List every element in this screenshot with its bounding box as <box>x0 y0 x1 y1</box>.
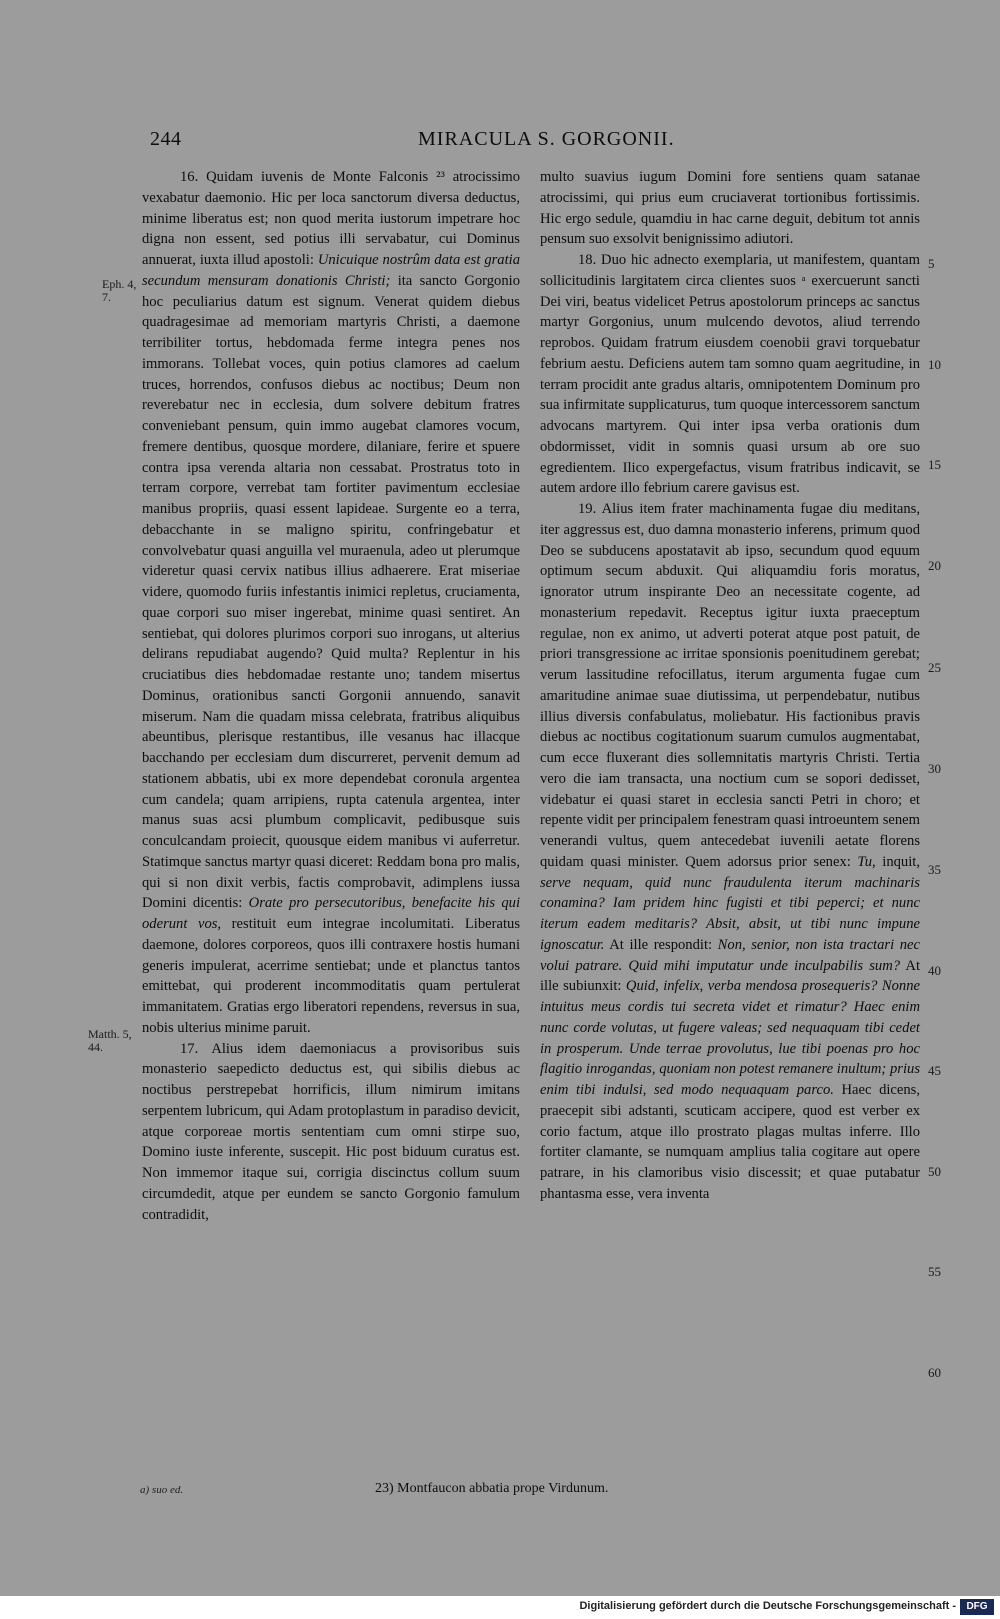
line-number: 20 <box>928 558 941 573</box>
paragraph-18: 18. Duo hic adnecto exemplaria, ut manifestem, quantam sollicitudinis largitatem circa clientes suos ᵃ exercuerunt sancti Dei viri, beatus videlicet Petrus apostolorum princeps ac sanctus martyr Gorgonius, unum mulcendo devotos, aliud terrendo reprobos. Quidam fratrum eiusdem coenobii gravi torquebatur febrium aestu. Deficiens autem tam somno quam aegritudine, in terram procidit ante gradus altaris, omnipotentem Dominum pro sua infirmitate supplicaturus, tum quoque intercessorem sanctum advocans martyrem. Qui inter ipsa verba orationis dum obdormisset, vidit in somnis quasi ursum ab ore suo egredientem. Ilico expergefactus, visum fratribus indicavit, se autem ardore illo febrium carere gavisus est. <box>540 252 920 497</box>
paragraph-19-text: At ille respondit: <box>604 936 718 953</box>
dfg-credit-text: Digitalisierung gefördert durch die Deutsche Forschungsgemeinschaft - <box>579 1600 956 1612</box>
paragraph-19-text: 19. Alius item frater machinamenta fugae diu meditans, iter aggressus est, duo damna monasterio inferens, primum quod Deo se subducens apostatavit ab ipso, secundum quod equum optimum secum abduxit. Qui aliquamdiu foris moratus, ignorator utrum inspirante Deo an necessitate cogente, ad monasterium repedavit. Receptus igitur iuxta praeceptum regulae, non ex animo, ut adverti poterat atque post patuit, de priori transgressione ac irritae sponsionis poenitudinem gerebat; verum lassitudine refocillatus, iterum argumenta fugae cum amaritudine animae suae diutissima, ut perpendebatur, nutibus illius diversis confabulatus, moliebatur. His factionibus pravis diebus ac noctibus cogitationum suarum cumulos augmentabat, cum ecce fluxerant dies sollemnitatis martyris Christi. Tertia vero die iam transacta, una noctium cum se sopori dedisset, videbatur ei quasi staret in ecclesia sancti Petri in choro; et repente vidit per principalem fenestram quasi introeuntem senem venerandi vultus, quem antecedebat iuvenili aetate florens quidam quasi minister. Quem adorsus prior senex: <box>540 501 920 870</box>
line-number: 60 <box>928 1365 941 1380</box>
right-column <box>540 167 920 1205</box>
line-number: 10 <box>928 357 941 372</box>
paragraph-16-italic-quote: Unicuique nostrûm data est gratia secundum mensuram donationis Christi; <box>142 252 520 289</box>
paragraph-19-italic-quote: Non, senior, non ista tractari nec volui patrare. Quid mihi imputatur unde inculpabilis sum? <box>540 936 920 974</box>
left-column <box>142 167 520 1225</box>
line-number: 30 <box>928 761 941 776</box>
page-header <box>150 128 770 158</box>
margin-reference-matthew: Matth. 5, 44. <box>88 1027 132 1054</box>
paragraph-19-italic-quote: Tu, <box>857 853 876 870</box>
footnote-23: 23) Montfaucon abbatia prope Virdunum. <box>375 1481 609 1496</box>
paragraph-17: 17. Alius idem daemoniacus a provisoribus suis monasterio saepedicto deductus est, qui sibilis diebus ac noctibus perstrepebat horrificis, illum nimirum imitans serpentem lubricum, qui Adam protoplastum in paradiso devicit, atque corporeae mortis sententiam cum omni stirpe suo, Domino iuste inferente, suscepit. Hic post biduum curatus est. Non immemor itaque sui, corrigia discinctus collum suum circumdedit, atque per eundem se sancto Gorgonio famulum contradidit, <box>142 1040 520 1223</box>
footnote-a: a) suo ed. <box>140 1484 184 1496</box>
paragraph-19-italic-quote: serve nequam, quid nunc fraudulenta iterum machinaris conamina? Iam pridem hinc fugisti et tibi peperci; et nunc iterum eadem meditaris? Absit, absit, ut tibi nunc impune ignoscatur. <box>540 874 920 953</box>
line-number: 45 <box>928 1063 941 1078</box>
running-title: MIRACULA S. GORGONII. <box>418 128 675 150</box>
paragraph-19-text: inquit, <box>875 853 920 870</box>
line-number: 15 <box>928 457 941 472</box>
line-number: 50 <box>928 1164 941 1179</box>
dfg-footer-bar <box>0 1596 1000 1619</box>
paragraph-16-continued: multo suavius iugum Domini fore sentiens quam satanae atrocissimi, qui prius eum cruciaverat tortionibus fortissimis. Hic ergo sedule, quamdiu in hac carne deguit, debitum tot annis pensum suo exsolvit benignissimo adiutori. <box>540 169 920 248</box>
margin-reference-ephesians: Eph. 4, 7. <box>102 277 137 304</box>
paragraph-19-text: At ille subiunxit: <box>540 957 921 995</box>
paragraph-16-text: ita sancto Gorgonio hoc peculiarius datum est signum. Venerat quidem diebus quadragesimae ad memoriam martyris Christi, a daemone terribiliter tortus, hebdomada ferme integra penes nos immorans. Tollebat voces, quin potius clamores ad caelum truces, horrendos, confusos diebus ac noctibus; Deum non reverebatur nec in ecclesia, dum solvere debitum fratres conveniebant pensum, quin immo augebat clamores vocum, fremere dentibus, quosque mordere, dilaniare, ferire et spuere contra ipsa verenda altaria non cessabat. Prostratus toto in terram corpore, verrebat tam fortiter pavimentum ecclesiae manibus propriis, quasi essent lapideae. Surgente eo a terra, debacchante in se maligno spiritu, confringebatur et convolvebatur quasi anguilla vel muraenula, adeo ut plerumque videretur quasi cervix natibus illius adhaerere. Erat miseriae videre, quomodo furiis infestantis inimici repletus, cruciamenta, quae corpori suo miser ingerebat, minime quasi sentiret. An sentiebat, qui dolores plurimos corpori suo inrogans, ut alterius delirans repudiabat augendo? Quid multa? Replentur in his cruciatibus dies hebdomadae restante uno; tandem misertus Dominus, orationibus sancti Gorgonii annuendo, sanavit miserum. Nam die quadam missa celebrata, fratribus aliquibus abeuntibus, plerisque restantibus, ille vesanus hac illacque bacchando per ecclesiam dum discurreret, pervenit demum ad stationem abbatis, ubi ex more dependebat coronula argentea cum candela; quam arripiens, rupta catenula argentea, inter manus suas acsi plumbum complicavit, pedibusque suis conculcandam proiecit, quousque eidem manibus vi auferretur. Statimque sanctus martyr quasi diceret: Reddam bona pro malis, qui si non dixit verbis, factis comprobavit, adimplens iussa Domini dicentis: <box>142 272 520 912</box>
line-number: 35 <box>928 862 941 877</box>
dfg-logo: DFG <box>960 1599 994 1615</box>
paragraph-16 <box>142 167 520 1039</box>
paragraph-16-text: restituit eum integrae incolumitati. Liberatus daemone, dolores corporeos, quos illi contraxere hostis humani generis impulerat, acerrime sentiebat; unde et planctus tantos emittebat, qui proderent incommoditatis quam pertulerat immanitatem. Gratias ergo liberatori rependens, reversus in sua, nobis ulterius minime paruit. <box>142 916 521 1036</box>
paragraph-16-text: 16. Quidam iuvenis de Monte Falconis ²³ atrocissimo vexabatur daemonio. Hic per loca sanctorum diversa deductus, minime liberatus est; non quod merita iustorum impetrare hoc digna non essent, sed potius illi servabatur, cui Dominus annuerat, iuxta illud apostoli: <box>142 169 520 268</box>
paragraph-19-text: Haec dicens, praecepit sibi adstanti, scuticam accipere, quod est verber ex corio factum, atque illo prostrato plagas multas inferre. Illo fortiter clamante, se numquam amplius talia cogitare aut opere patrare, in his clamoribus visio discessit; et quae putabatur phantasma esse, vera inventa <box>540 1082 920 1202</box>
line-number: 25 <box>928 660 941 675</box>
line-number: 40 <box>928 963 941 978</box>
paragraph-19-italic-quote: Quid, infelix, verba mendosa prosequeris? Nonne intuitus meus cordis tui secreta videt et rimatur? Haec enim nunc corde volutas, ut fugere valeas; sed nequaquam tibi cedet in prosperum. Unde terrae provolutus, lue tibi poenas pro hoc flagitio inrogandas, quoniam non potest remanere inultum; prius enim tibi indulsi, sed modo nequaquam parco. <box>540 978 920 1098</box>
paragraph-19 <box>540 499 920 1205</box>
page-number: 244 <box>150 128 182 150</box>
paragraph-16-italic-quote: Orate pro persecutoribus, benefacite his qui oderunt vos, <box>142 895 520 932</box>
line-number: 55 <box>928 1264 941 1279</box>
line-number: 5 <box>928 256 935 271</box>
